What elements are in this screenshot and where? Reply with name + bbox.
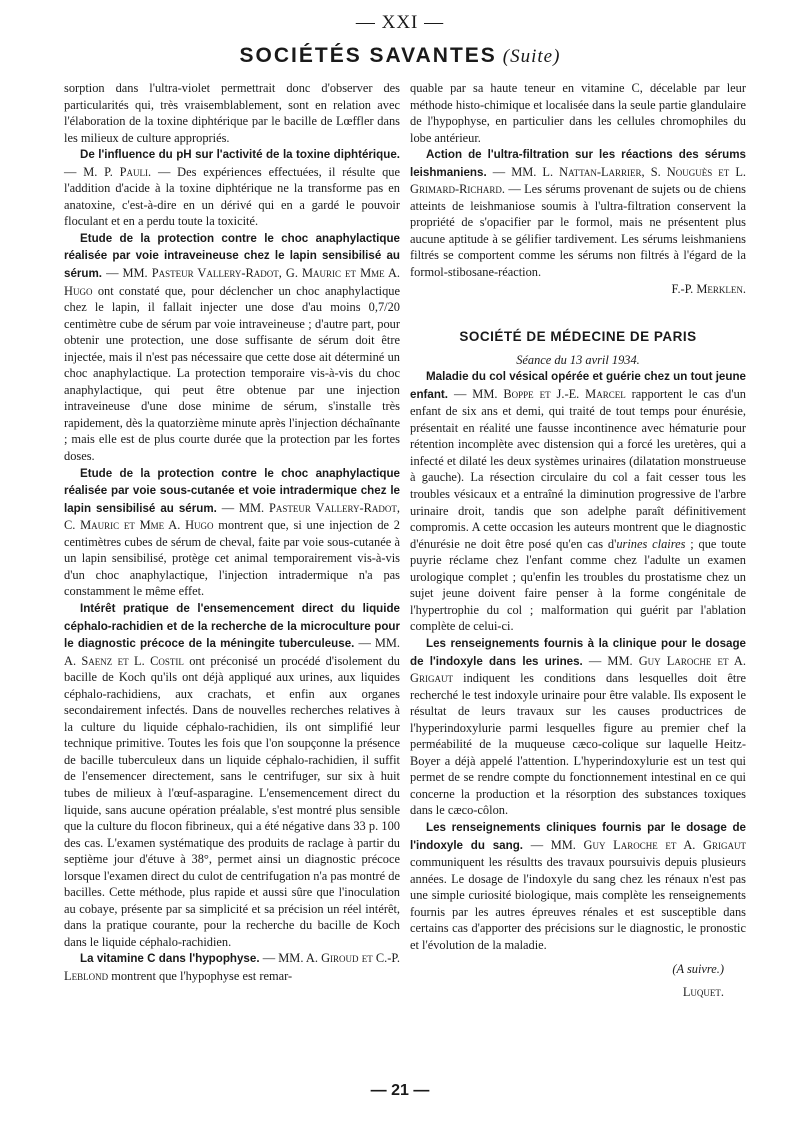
article-text: communiquent les résultts des travaux poursuivis depuis plusieurs années. Le dosage de l'indoxyle du sang chez les rénaux n'est pas une simple curiosité biologique, mais complète les renseignements fournis par les autres épreuves rénales et est susceptible dans certains cas d'apporter des précisions sur le diagnostic, le pronostic et l'évolution de la maladie.	[410, 855, 746, 952]
article-authors: — MM. A. Giroud et C.-P. Leblond	[64, 951, 400, 983]
article-pauli	[64, 146, 400, 230]
article-authors: — MM. A. Saenz et L. Costil	[64, 636, 400, 668]
article-text: ; que toute puyrie réclame chez l'enfant comme chez l'adulte un examen urologique complet ; qu'enfin les troubles du prostatisme chez un sujet jeune doivent faire penser à la forme congénitale de l'hypertrophie du col ; malformation qui guérit par l'ablation complète de celui-ci.	[410, 536, 746, 634]
article-ultra-filtration	[410, 146, 746, 280]
left-column	[64, 80, 400, 985]
article-text: ont préconisé un procédé d'isolement du bacille de Koch qu'ils ont déjà appliqué aux urines, aux liquides céphalo-rachidiens, aux crachats, et enfin aux organes secondairement infectés. Dans de nouvelles recherches relatives à la culture du liquide céphalo-rachidien, ils ont simplifié leur technique primitive. Toutes les fois que l'on soupçonne la présence de bacille tuberculeux dans un liquide céphalo-rachidien, il suffit de l'ensemencer directement, sans le centrifuger, sur six à huit tubes de milieux à l'œuf-asparagine. L'ensemencement direct du liquide, sans aucune opération préalable, s'est montré plus sensible que la culture du flocon fibrineux, qui a été négative dans 33 p. 100 des cas. L'examen systématique des produits de raclage à partir du septième jour d'étuve à 38°, permet ainsi un diagnostic précoce lorsque l'examen direct du culot de centrifugation n'a pas montré de bacilles. Cette méthode, plus rapide et aussi sûre que l'inoculation au cobaye, présente par sa simplicité et sa précision un réel intérêt, dans la pratique courante, pour la recherche du bacille de Koch dans le liquide céphalo-rachidien.	[64, 653, 400, 949]
article-text-italic: urines claires	[616, 536, 686, 551]
title-suffix: (Suite)	[502, 46, 561, 67]
article-text: — Des expériences effectuées, il résulte que l'addition d'acide à la toxine diphtérique ne la transforme pas en anatoxine, c'est-à-dire en un dérivé qui en a gardé le pouvoir floculant et en a perdu toute la toxicité.	[64, 164, 400, 229]
seance-date: Séance du 13 avril 1934.	[516, 352, 640, 367]
article-title: Maladie du col vésical opérée et guérie chez un tout jeune enfant.	[410, 370, 746, 401]
article-col-vesical	[410, 368, 746, 635]
article-authors: — MM. Boppe et J.-E. Marcel	[453, 386, 626, 401]
article-text: indiquent les conditions dans lesquelles doit être recherché le test indoxyle urinaire pour être valable. Ils exposent le résultat de leurs travaux sur les causes productrices de l'hyperindoxylurie parmi lesquelles figure au premier chef la perméabilité de la muqueuse cæco-colique sur laquelle Heitz-Boyer a déjà appelé l'attention. L'hyperindoxylurie est un test qui permet de se rendre compte du fonctionnement intestinal en ce qui concerne la production et la résorption des substances toxiques dans le cæco-côlon.	[410, 671, 746, 818]
a-suivre: (A suivre.)	[672, 962, 724, 977]
continuation-paragraph: sorption dans l'ultra-violet permettrait donc d'observer des particularités qui, très vraisemblablement, sont en relation avec l'élaboration de la toxine diphtérique par le bacille de Lœffler dans les milieux de culture appropriés.	[64, 81, 400, 145]
article-authors: — MM. Pasteur Vallery-Radot, G. Mauric et Mme A. Hugo	[64, 266, 400, 298]
article-title: De l'influence du pH sur l'activité de la toxine diphtérique.	[80, 148, 400, 162]
article-text: montrent que l'hypophyse est remar-	[111, 968, 293, 983]
article-title: Les renseignements fournis à la clinique pour le dosage de l'indoxyle dans les urines.	[410, 636, 746, 668]
article-authors: — MM. L. Nattan-Larrier, S. Nouguès et L. Grimard-Richard.	[410, 164, 746, 197]
article-text: montrent que, si une injection de 2 centimètres cubes de sérum de cheval, faite par voie sous-cutanée à un lapin sensibilisé, protège cet animal temporairement vis-à-vis d'un choc anaphylactique, l'injection intradermique n'a pas constamment le même effet.	[64, 518, 400, 599]
article-title: La vitamine C dans l'hypophyse.	[80, 952, 260, 966]
society-title: SOCIÉTÉ DE MÉDECINE DE PARIS	[459, 329, 697, 345]
article-authors: — M. P. Pauli.	[64, 164, 152, 179]
article-title: Intérêt pratique de l'ensemencement direct du liquide céphalo-rachidien et de la recherche de la microculture pour le diagnostic précoce de la méningite tuberculeuse.	[64, 601, 400, 651]
article-title: Action de l'ultra-filtration sur les réactions des sérums leishmaniens.	[410, 148, 746, 179]
article-protection-sous-cutanee	[64, 465, 400, 600]
signature-luquet: Luquet.	[682, 984, 724, 999]
page-number: — 21 —	[370, 1082, 430, 1099]
article-text: — Les sérums provenant de sujets ou de chiens atteints de leishmaniose soumis à l'ultra-filtration conservent la propriété de s'opacifier par le formol, mais ne présentent plus aucune aptitude à se gélifier tardivement. Les sérums leishmaniens filtrés se comportent comme les sérums non filtrés à l'égard de la formol-stibosane-réaction.	[410, 182, 746, 280]
page-title	[0, 44, 800, 68]
article-protection-intraveineuse	[64, 230, 400, 465]
article-authors: — MM. Guy Laroche et A. Grigaut	[530, 837, 746, 852]
article-title: Les renseignements cliniques fournis par le dosage de l'indoxyle du sang.	[410, 820, 746, 852]
article-text: rapportent le cas d'un enfant de six ans et demi, qui traité de tout temps pour énurésie, présentait en réalité une fausse incontinence avec hématurie pour rétention incomplète avec distension qui a forcé les uretères, qui a infecté et dilaté les deux systèmes urinaires (dilatation monstrueuse à gauche). La résection circulaire du col a fait cesser tous les troubles vésicaux et a entraîné la diminution progressive de l'arbre urinaire droit, tandis que son adelphe paraît définitivement compromis. A cette occasion les auteurs montrent que le diagnostic d'énurésie ne doit être posé qu'en cas d'	[410, 386, 747, 551]
article-authors: — MM. Guy Laroche et A. Grigaut	[410, 653, 746, 686]
page-roman-numeral: — XXI —	[355, 12, 445, 33]
article-indoxyle-sang	[410, 819, 746, 953]
article-authors: — MM. Pasteur Vallery-Radot, C. Mauric et Mme A. Hugo	[64, 500, 400, 533]
article-title: Etude de la protection contre le choc anaphylactique réalisée par voie sous-cutanée et voie intradermique chez le lapin sensibilisé au sérum.	[64, 466, 400, 515]
article-title: Etude de la protection contre le choc anaphylactique réalisée par voie intraveineuse chez le lapin sensibilisé au sérum.	[64, 231, 400, 281]
right-column	[410, 80, 746, 1000]
article-indoxyle-urines	[410, 635, 746, 819]
article-vitamine-c	[64, 950, 400, 984]
article-text: ont constaté que, pour déclencher un choc anaphylactique chez le lapin, il fallait injecter une dose d'au moins 0,7/20 centimètre cube de sérum par voie intraveineuse ; d'autre part, pour obtenir une protection, une dose suffisante de sérum doit être injectée, mais il n'est pas nécessaire que cette dose ait déterminé un choc anaphylactique. La protection temporaire vis-à-vis du choc anaphylactique, qui peut être obtenue par une injection intraveineuse d'une dose minime de sérum, s'installe très rapidement, dès la quatorzième minute après l'injection déchaînante ; mais elle est de plus courte durée que la protection par les fortes doses.	[64, 283, 400, 464]
continuation-paragraph: quable par sa haute teneur en vitamine C, décelable par leur méthode histo-chimique et localisée dans la seule partie glandulaire de l'hypophyse, en particulier dans les cellules chromophiles du lobe antérieur.	[410, 81, 746, 145]
title-text: SOCIÉTÉS SAVANTES	[239, 44, 497, 67]
article-meningite	[64, 600, 400, 950]
signature-merklen: F.-P. Merklen.	[671, 281, 746, 296]
